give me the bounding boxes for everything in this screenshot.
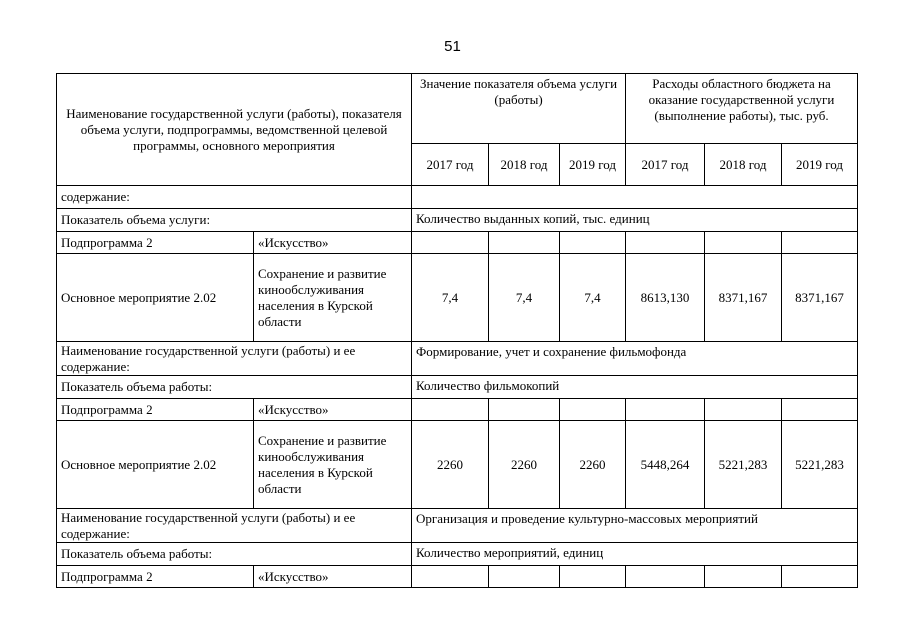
subprogram-name: «Искусство» — [254, 566, 412, 588]
table-row — [57, 186, 858, 209]
cell — [782, 399, 858, 421]
row-label: Наименование государственной услуги (работы) и ее содержание: — [57, 342, 412, 376]
subprogram-label: Подпрограмма 2 — [57, 232, 254, 254]
cell — [412, 232, 489, 254]
table-row — [57, 421, 858, 509]
cell — [560, 399, 626, 421]
row-label: Показатель объема услуги: — [57, 209, 412, 232]
cell — [782, 232, 858, 254]
row-label: содержание: — [57, 186, 412, 209]
value-cell: 2260 — [560, 421, 626, 509]
year-header: 2017 год — [626, 144, 705, 186]
subprogram-name: «Искусство» — [254, 232, 412, 254]
year-header: 2018 год — [705, 144, 782, 186]
header-name-column: Наименование государственной услуги (работы), показателя объема услуги, подпрограммы, ведомственной целевой программы, основного мероприятия — [57, 74, 412, 186]
year-header: 2019 год — [782, 144, 858, 186]
row-label: Наименование государственной услуги (работы) и ее содержание: — [57, 509, 412, 543]
cell — [705, 399, 782, 421]
row-value: Организация и проведение культурно-массовых мероприятий — [412, 509, 858, 543]
value-cell: 5448,264 — [626, 421, 705, 509]
activity-label: Основное мероприятие 2.02 — [57, 254, 254, 342]
row-value: Количество выданных копий, тыс. единиц — [412, 209, 858, 232]
cell — [489, 232, 560, 254]
value-cell: 2260 — [489, 421, 560, 509]
table-row — [57, 209, 858, 232]
table-row — [57, 254, 858, 342]
year-header: 2017 год — [412, 144, 489, 186]
header-row — [57, 74, 858, 144]
activity-name: Сохранение и развитие кинообслуживания населения в Курской области — [254, 254, 412, 342]
subprogram-label: Подпрограмма 2 — [57, 566, 254, 588]
value-cell: 5221,283 — [782, 421, 858, 509]
cell — [782, 566, 858, 588]
activity-name: Сохранение и развитие кинообслуживания населения в Курской области — [254, 421, 412, 509]
year-header: 2019 год — [560, 144, 626, 186]
value-cell: 7,4 — [560, 254, 626, 342]
value-cell: 8613,130 — [626, 254, 705, 342]
value-cell: 8371,167 — [705, 254, 782, 342]
table-row — [57, 566, 858, 588]
table-row — [57, 342, 858, 376]
table-row — [57, 376, 858, 399]
value-cell: 8371,167 — [782, 254, 858, 342]
cell — [705, 232, 782, 254]
activity-label: Основное мероприятие 2.02 — [57, 421, 254, 509]
value-cell: 7,4 — [489, 254, 560, 342]
row-value — [412, 186, 858, 209]
table-row — [57, 232, 858, 254]
cell — [705, 566, 782, 588]
table-row — [57, 543, 858, 566]
cell — [412, 399, 489, 421]
row-value: Количество мероприятий, единиц — [412, 543, 858, 566]
row-value: Количество фильмокопий — [412, 376, 858, 399]
cell — [560, 232, 626, 254]
budget-table — [56, 73, 858, 588]
subprogram-name: «Искусство» — [254, 399, 412, 421]
row-label: Показатель объема работы: — [57, 376, 412, 399]
cell — [489, 566, 560, 588]
table-row — [57, 509, 858, 543]
row-value: Формирование, учет и сохранение фильмофонда — [412, 342, 858, 376]
header-expense-group: Расходы областного бюджета на оказание государственной услуги (выполнение работы), тыс. руб. — [626, 74, 858, 144]
subprogram-label: Подпрограмма 2 — [57, 399, 254, 421]
cell — [560, 566, 626, 588]
row-label: Показатель объема работы: — [57, 543, 412, 566]
page-number: 51 — [444, 38, 461, 55]
year-header: 2018 год — [489, 144, 560, 186]
cell — [626, 232, 705, 254]
cell — [626, 566, 705, 588]
value-cell: 7,4 — [412, 254, 489, 342]
value-cell: 2260 — [412, 421, 489, 509]
cell — [412, 566, 489, 588]
table-row — [57, 399, 858, 421]
cell — [626, 399, 705, 421]
value-cell: 5221,283 — [705, 421, 782, 509]
cell — [489, 399, 560, 421]
header-value-group: Значение показателя объема услуги (работы) — [412, 74, 626, 144]
